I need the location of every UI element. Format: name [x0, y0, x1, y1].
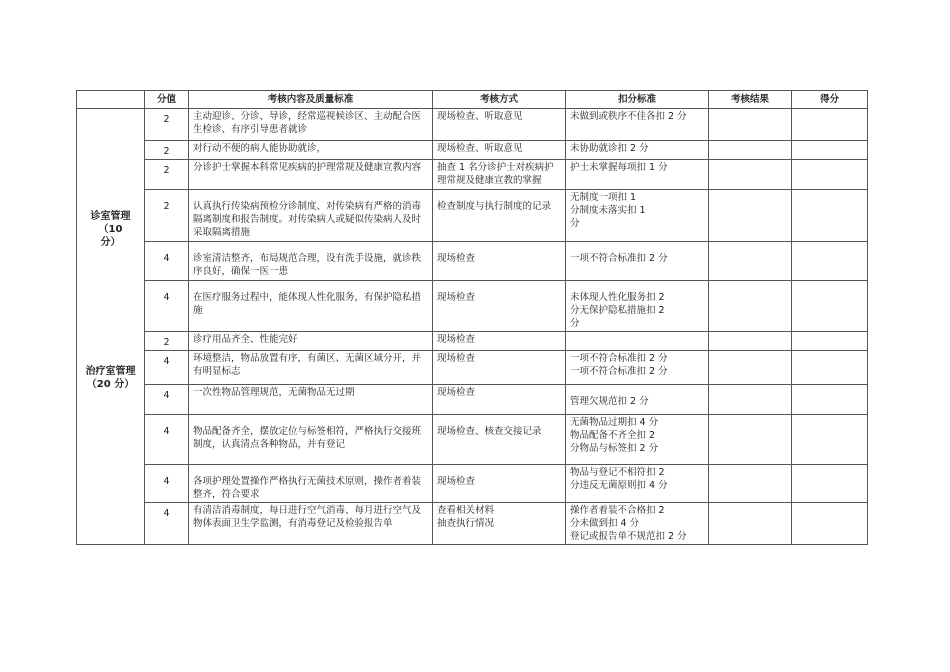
deduction-cell: 管理欠规范扣 2 分: [566, 385, 709, 415]
content-cell: 对行动不便的病人能协助就诊，: [189, 141, 433, 160]
score-cell: 4: [145, 465, 189, 503]
header-category: [77, 91, 145, 109]
deduction-cell: 无菌物品过期扣 4 分 物品配备不齐全扣 2 分物品与标签扣 2 分: [566, 415, 709, 465]
content-cell: 有清洁消毒制度，每日进行空气消毒、每月进行空气及物体表面卫生学监测，有消毒登记及检验报告单: [189, 503, 433, 545]
method-cell: 现场检查: [433, 281, 566, 332]
method-cell: 现场检查: [433, 465, 566, 503]
content-cell: 诊室清洁整齐，布局规范合理，设有洗手设施，就诊秩序良好，确保一医一患: [189, 242, 433, 281]
content-cell: 物品配备齐全，摆放定位与标签相符，严格执行交接班制度，认真清点各种物品，并有登记: [189, 415, 433, 465]
result-cell[interactable]: [709, 141, 792, 160]
method-cell: 现场检查、听取意见: [433, 109, 566, 141]
method-cell: 现场检查、核查交接记录: [433, 415, 566, 465]
table-row: [77, 503, 868, 545]
score-cell: 4: [145, 415, 189, 465]
result-cell[interactable]: [709, 242, 792, 281]
points-cell[interactable]: [792, 385, 868, 415]
result-cell[interactable]: [709, 385, 792, 415]
points-cell[interactable]: [792, 160, 868, 190]
points-cell[interactable]: [792, 503, 868, 545]
content-cell: 在医疗服务过程中，能体现人性化服务，有保护隐私措施: [189, 281, 433, 332]
table-row: [77, 415, 868, 465]
content-cell: 主动迎诊、分诊、导诊，经常巡视候诊区、主动配合医生检诊、有序引导患者就诊: [189, 109, 433, 141]
method-cell: 检查制度与执行制度的记录: [433, 190, 566, 242]
table-row: [77, 281, 868, 332]
header-result: 考核结果: [709, 91, 792, 109]
header-score: 分值: [145, 91, 189, 109]
deduction-cell: 一项不符合标准扣 2 分 一项不符合标准扣 2 分: [566, 351, 709, 385]
content-cell: 环境整洁，物品放置有序，有菌区、无菌区域分开，并有明显标志: [189, 351, 433, 385]
header-method: 考核方式: [433, 91, 566, 109]
result-cell[interactable]: [709, 503, 792, 545]
score-cell: 4: [145, 281, 189, 332]
header-row: [77, 91, 868, 109]
content-cell: 分诊护士掌握本科常见疾病的护理常规及健康宣教内容: [189, 160, 433, 190]
result-cell[interactable]: [709, 332, 792, 351]
deduction-cell: 操作者着装不合格扣 2 分未做到扣 4 分 登记或报告单不规范扣 2 分: [566, 503, 709, 545]
points-cell[interactable]: [792, 242, 868, 281]
score-cell: 4: [145, 242, 189, 281]
assessment-table: [76, 90, 868, 545]
method-cell: 查看相关材料 抽查执行情况: [433, 503, 566, 545]
deduction-cell: 一项不符合标准扣 2 分: [566, 242, 709, 281]
deduction-cell: [566, 332, 709, 351]
content-cell: 一次性物品管理规范，无菌物品无过期: [189, 385, 433, 415]
method-cell: 现场检查: [433, 351, 566, 385]
method-cell: 现场检查: [433, 385, 566, 415]
content-cell: 各项护理处置操作严格执行无菌技术原则，操作者着装整齐，符合要求: [189, 465, 433, 503]
score-cell: 2: [145, 332, 189, 351]
points-cell[interactable]: [792, 190, 868, 242]
result-cell[interactable]: [709, 281, 792, 332]
points-cell[interactable]: [792, 415, 868, 465]
method-cell: 抽查 1 名分诊护士对疾病护理常规及健康宣教的掌握: [433, 160, 566, 190]
header-points: 得分: [792, 91, 868, 109]
category-clinic-room: 诊室管理 （10 分）: [77, 109, 145, 351]
table-row: [77, 385, 868, 415]
table-row: [77, 332, 868, 351]
deduction-cell: 物品与登记不相符扣 2 分违反无菌原则扣 4 分: [566, 465, 709, 503]
deduction-cell: 无制度一项扣 1 分制度未落实扣 1 分: [566, 190, 709, 242]
result-cell[interactable]: [709, 190, 792, 242]
content-cell: 认真执行传染病预检分诊制度、对传染病有严格的消毒隔离制度和报告制度。对传染病人或疑似传染病人及时采取隔离措施: [189, 190, 433, 242]
result-cell[interactable]: [709, 465, 792, 503]
score-cell: 2: [145, 190, 189, 242]
score-cell: 4: [145, 351, 189, 385]
table-row: [77, 242, 868, 281]
score-cell: 2: [145, 109, 189, 141]
score-cell: 4: [145, 385, 189, 415]
deduction-cell: 未体现人性化服务扣 2 分无保护隐私措施扣 2 分: [566, 281, 709, 332]
table-row: [77, 109, 868, 141]
category-treatment-room: 治疗室管理 （20 分）: [77, 351, 145, 545]
points-cell[interactable]: [792, 351, 868, 385]
method-cell: 现场检查: [433, 242, 566, 281]
deduction-cell: 未做到或秩序不佳各扣 2 分: [566, 109, 709, 141]
method-cell: 现场检查、听取意见: [433, 141, 566, 160]
content-cell: 诊疗用品齐全、性能完好: [189, 332, 433, 351]
header-deduction: 扣分标准: [566, 91, 709, 109]
points-cell[interactable]: [792, 332, 868, 351]
table-row: [77, 351, 868, 385]
result-cell[interactable]: [709, 160, 792, 190]
header-content: 考核内容及质量标准: [189, 91, 433, 109]
deduction-cell: 护士未掌握每项扣 1 分: [566, 160, 709, 190]
score-cell: 4: [145, 503, 189, 545]
table-row: [77, 141, 868, 160]
result-cell[interactable]: [709, 351, 792, 385]
points-cell[interactable]: [792, 465, 868, 503]
points-cell[interactable]: [792, 281, 868, 332]
points-cell[interactable]: [792, 141, 868, 160]
table-row: [77, 465, 868, 503]
method-cell: 现场检查: [433, 332, 566, 351]
result-cell[interactable]: [709, 415, 792, 465]
score-cell: 2: [145, 160, 189, 190]
points-cell[interactable]: [792, 109, 868, 141]
table-row: [77, 160, 868, 190]
score-cell: 2: [145, 141, 189, 160]
deduction-cell: 未协助就诊扣 2 分: [566, 141, 709, 160]
result-cell[interactable]: [709, 109, 792, 141]
table-row: [77, 190, 868, 242]
